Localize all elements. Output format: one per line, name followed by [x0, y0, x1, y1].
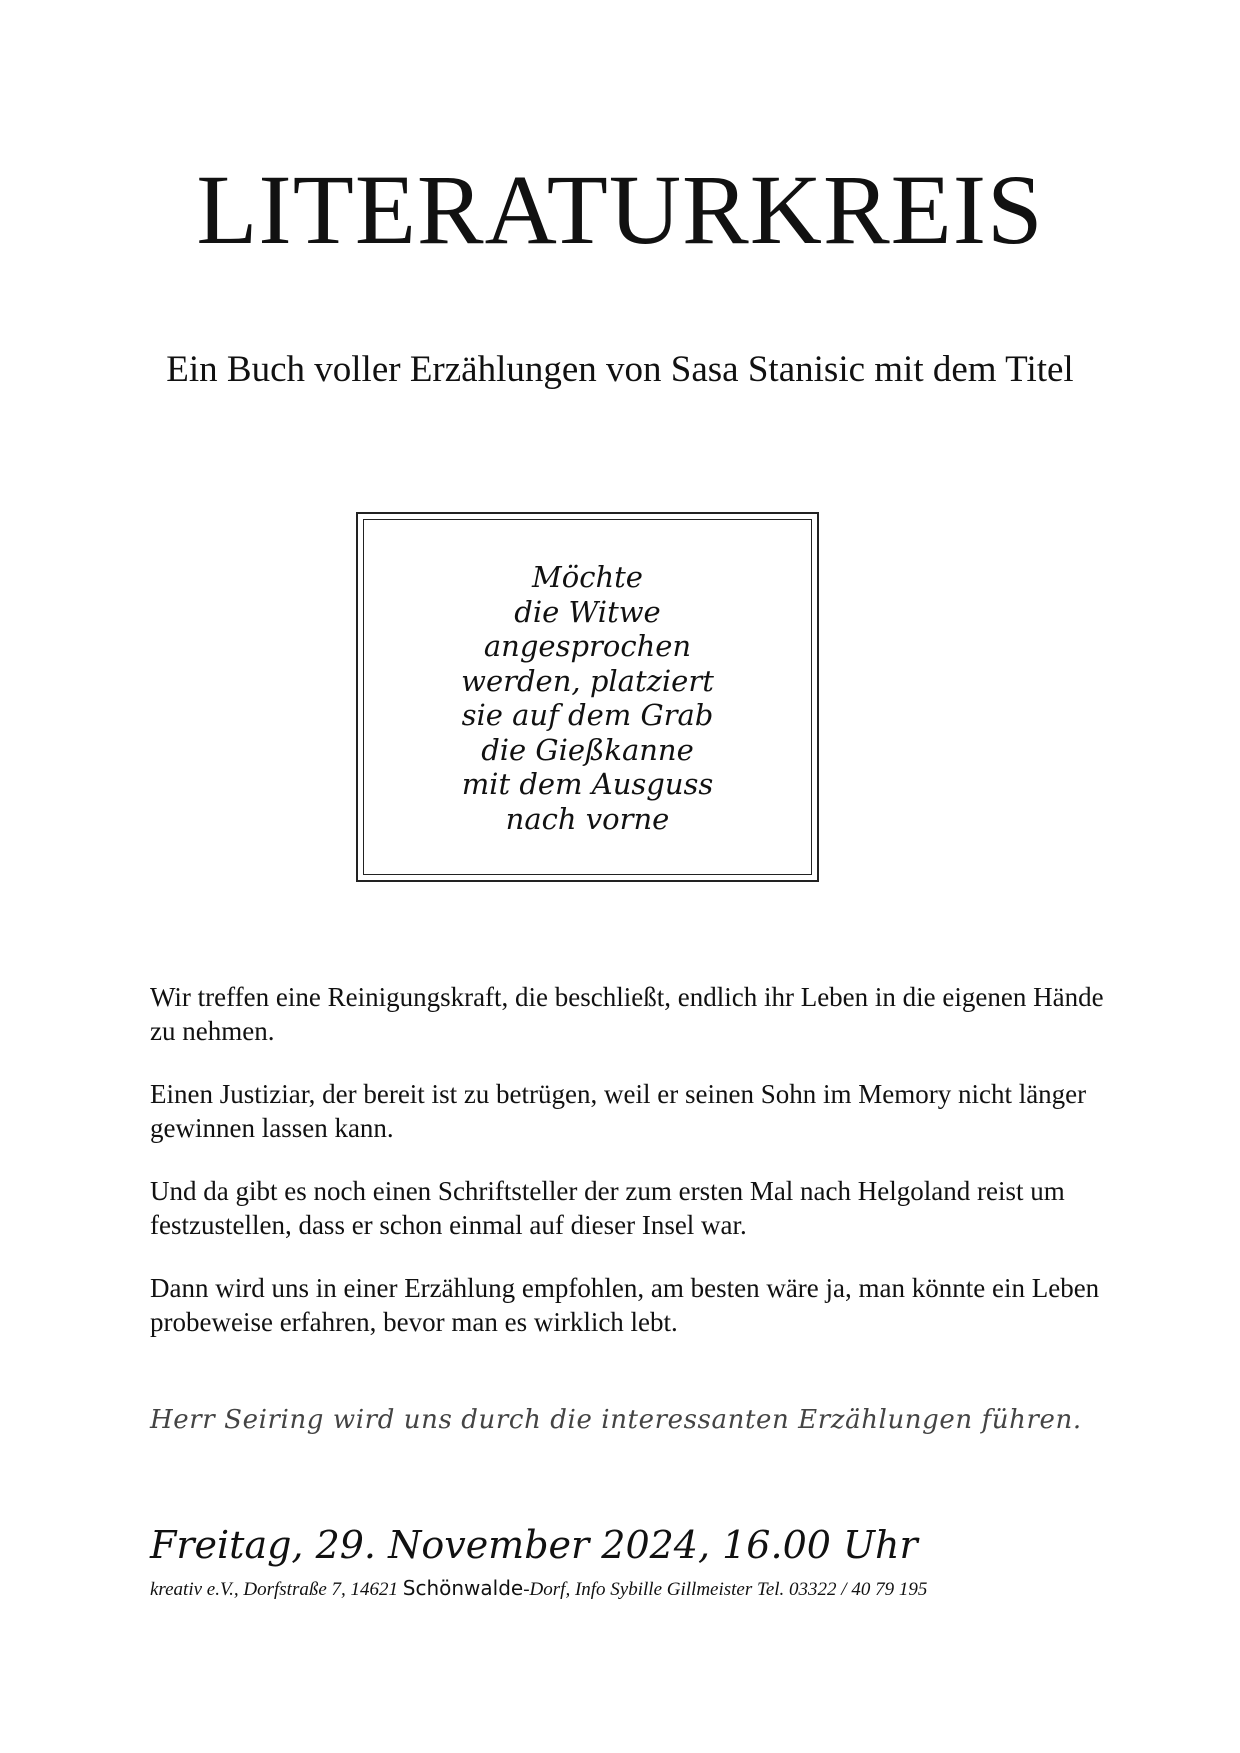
book-title-line: sie auf dem Grab [461, 698, 714, 732]
host-note: Herr Seiring wird uns durch die interessanten Erzählungen führen. [150, 1405, 1082, 1435]
description [150, 980, 1110, 1368]
book-title-line: die Gießkanne [481, 732, 694, 767]
page-title: LITERATURKREIS [196, 154, 1044, 265]
description-paragraph: Dann wird uns in einer Erzählung empfohlen, am besten wäre ja, man könnte ein Leben probeweise erfahren, bevor man es wirklich lebt. [150, 1273, 1100, 1337]
venue-address: kreativ e.V., Dorfstraße 7, 14621 [150, 1579, 403, 1600]
book-title-line: Möchte [532, 560, 643, 594]
book-title-line: angesprochen [483, 629, 692, 663]
book-title-line: nach vorne [505, 801, 670, 836]
description-paragraph: Und da gibt es noch einen Schriftsteller der zum ersten Mal nach Helgoland reist um festzustellen, dass er schon einmal auf dieser Insel war. [150, 1176, 1065, 1240]
description-paragraph: Einen Justiziar, der bereit ist zu betrügen, weil er seinen Sohn im Memory nicht länger gewinnen lassen kann. [150, 1079, 1087, 1143]
venue-contact: -Dorf, Info Sybille Gillmeister Tel. 03322 / 40 79 195 [523, 1579, 928, 1600]
book-title-frame-inner [363, 519, 812, 875]
venue-town: Schönwalde [402, 1576, 524, 1600]
book-title [364, 560, 811, 836]
subtitle: Ein Buch voller Erzählungen von Sasa Stanisic mit dem Titel [166, 349, 1074, 390]
venue-info [150, 1575, 1110, 1603]
book-title-line: mit dem Ausguss [461, 767, 714, 801]
book-title-line: werden, platziert [461, 663, 714, 698]
book-title-line: die Witwe [514, 594, 661, 629]
book-title-frame [356, 512, 819, 882]
event-date: Freitag, 29. November 2024, 16.00 Uhr [150, 1523, 918, 1567]
description-paragraph: Wir treffen eine Reinigungskraft, die beschließt, endlich ihr Leben in die eigenen Hände zu nehmen. [150, 982, 1104, 1046]
